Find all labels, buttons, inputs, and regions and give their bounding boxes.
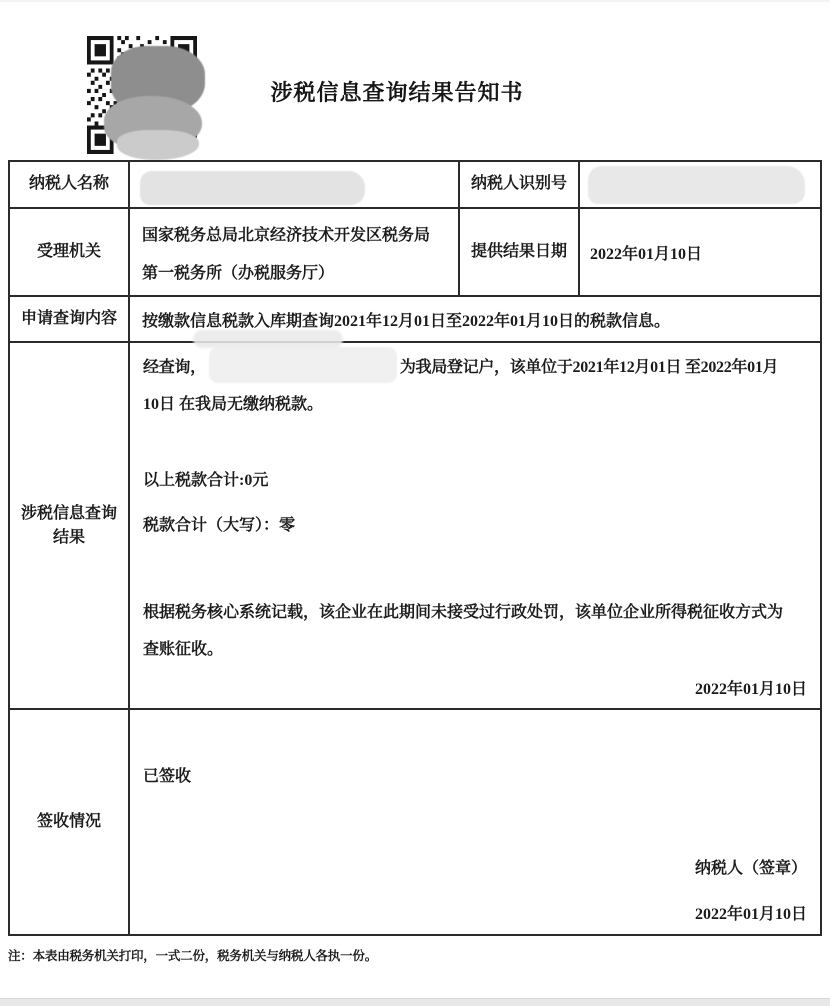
query-content-value: 按缴款信息税款入库期查询2021年12月01日至2022年01月10日的税款信息。 [129,296,821,342]
sign-signature-label: 纳税人（签章） [694,860,807,877]
table-row-query-result [9,342,821,709]
result-total-capital: 税款合计（大写）：零 [143,516,296,534]
result-line1-prefix: 经查询， [143,358,206,376]
tax-notice-table [8,160,822,936]
redacted-taxpayer-name [140,171,365,205]
spacer [143,423,807,462]
result-total: 以上税款合计:0元 [143,471,269,489]
table-row-sign [9,709,821,935]
page-title: 涉税信息查询结果告知书 [270,80,524,105]
footer-note: 注：本表由税务机关打印，一式二份，税务机关与纳税人各执一份。 [8,949,378,963]
table-row-taxpayer [9,161,821,208]
query-result-label-line1: 涉税信息查询 [20,504,117,522]
taxpayer-name-value [129,161,459,208]
result-remark-line1: 根据税务核心系统记载，该企业在此期间未接受过行政处罚，该单位企业所得税征收方式为 [143,603,784,621]
authority-label: 受理机关 [9,208,129,296]
taxpayer-id-value [579,161,821,208]
page-top-edge [0,0,830,2]
redacted-company-name [209,347,397,383]
query-result-label [9,342,129,709]
sign-content [129,709,821,935]
taxpayer-name-label: 纳税人名称 [9,161,129,208]
authority-value [129,208,459,296]
taxpayer-id-label: 纳税人识别号 [459,161,579,208]
sign-status: 已签收 [143,768,192,785]
result-date: 2022年01月10日 [694,680,807,698]
query-result-content [129,342,821,709]
qr-redaction-blob [117,130,199,160]
result-remark-line2: 查账征收。 [143,640,224,658]
query-content-label: 申请查询内容 [9,296,129,342]
authority-line1: 国家税务总局北京经济技术开发区税务局 [142,226,431,244]
result-line2: 10日 在我局无缴纳税款。 [143,395,324,413]
window-bottom-edge [0,998,830,1006]
result-date-label: 提供结果日期 [459,208,579,296]
redacted-taxpayer-id [588,166,805,204]
sign-date: 2022年01月10日 [694,906,807,923]
result-date-value: 2022年01月10日 [579,208,821,296]
authority-line2: 第一税务所（办税服务厅） [142,264,335,282]
query-result-label-line2: 结果 [52,528,85,546]
result-line1 [143,347,807,386]
redaction-smudge [193,330,343,348]
spacer [143,544,807,594]
sign-label: 签收情况 [9,709,129,935]
table-row-authority [9,208,821,296]
table-row-query-content [9,296,821,342]
result-line1-suffix: 为我局登记户，该单位于2021年12月01日 至2022年01月 [399,358,779,376]
